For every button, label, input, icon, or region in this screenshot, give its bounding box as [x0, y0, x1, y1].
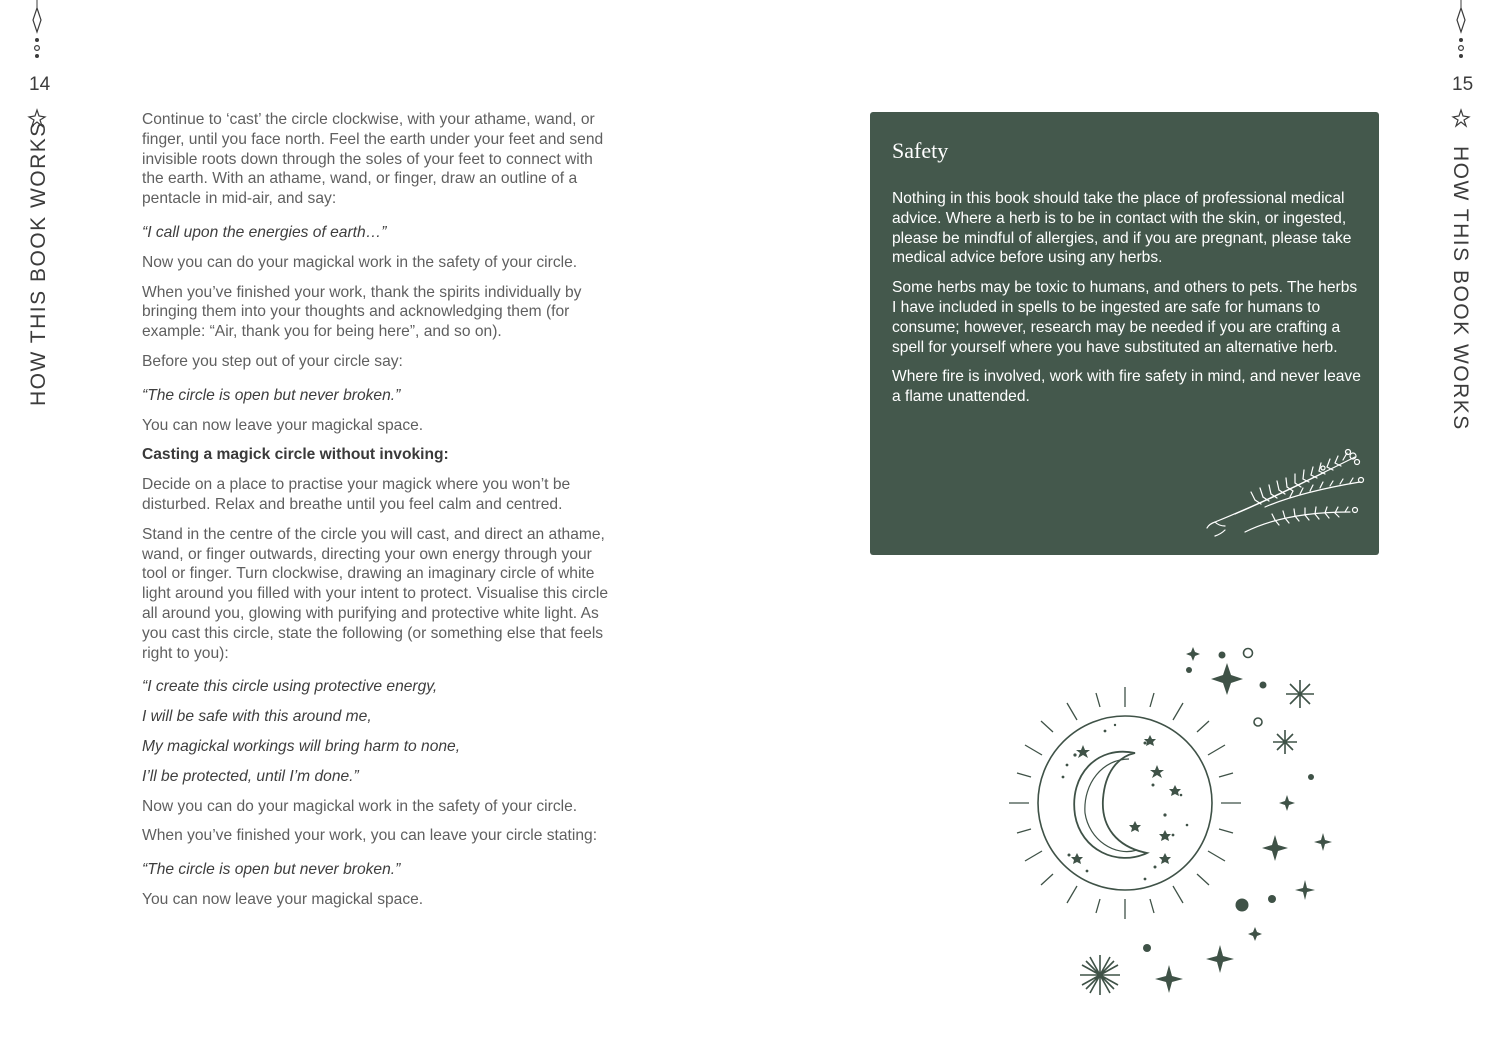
safety-paragraph: Where fire is involved, work with fire safety in mind, and never leave a flame unattended.	[892, 368, 1361, 406]
page-number-right: 15	[1452, 74, 1474, 95]
page-number-left: 14	[29, 74, 51, 95]
left-margin-ornament	[17, 0, 57, 130]
paragraph: When you’ve finished your work, you can leave your circle stating:	[142, 827, 598, 845]
paragraph: Now you can do your magickal work in the safety of your circle.	[142, 253, 578, 271]
safety-box	[870, 112, 1379, 555]
herb-sprig-icon	[1205, 442, 1365, 542]
running-head-left: HOW THIS BOOK WORKS	[27, 121, 50, 406]
quote-line: “The circle is open but never broken.”	[142, 386, 401, 404]
moon-sun-illustration	[1005, 635, 1345, 1005]
quote-line: I will be safe with this around me,	[142, 708, 372, 726]
right-margin-ornament	[1441, 0, 1481, 130]
paragraph: Decide on a place to practise your magick where you won’t be disturbed. Relax and breathe until you feel calm and centred.	[142, 476, 571, 513]
quote-line: “I call upon the energies of earth…”	[142, 223, 387, 241]
star-ornament-icon	[1453, 110, 1469, 126]
quote-line: I’ll be protected, until I’m done.”	[142, 767, 359, 785]
safety-paragraph: Nothing in this book should take the place of professional medical advice. Where a herb is to be in contact with the skin, or ingested, please be mindful of allergies, and if you are pregnant, please take medical advice before using any herbs.	[892, 190, 1352, 267]
quote-line: “I create this circle using protective energy,	[142, 678, 438, 696]
paragraph: You can now leave your magickal space.	[142, 890, 424, 908]
paragraph: You can now leave your magickal space.	[142, 416, 424, 434]
quote-line: My magickal workings will bring harm to none,	[142, 737, 461, 755]
safety-body	[892, 189, 1362, 417]
left-page-body	[142, 110, 612, 920]
quote-line: “The circle is open but never broken.”	[142, 861, 401, 879]
sparkle-stars-icon	[1080, 647, 1332, 995]
safety-title: Safety	[892, 138, 949, 163]
section-heading: Casting a magick circle without invoking:	[142, 446, 449, 464]
running-head-right: HOW THIS BOOK WORKS	[1449, 146, 1472, 431]
paragraph: Stand in the centre of the circle you will cast, and direct an athame, wand, or finger outwards, directing your own energy through your tool or finger. Turn clockwise, drawing an imaginary circle of white light around you filled with your intent to protect. Visualise this circle all around you, glowing with purifying and protective white light. As you cast this circle, state the following (or something else that feels right to you):	[142, 525, 609, 662]
diamond-ornament-icon	[17, 0, 57, 130]
paragraph: Before you step out of your circle say:	[142, 352, 403, 370]
paragraph: When you’ve finished your work, thank the spirits individually by bringing them into your thoughts and acknowledging them (for example: “Air, thank you for being here”, and so on).	[142, 283, 582, 341]
paragraph: Continue to ‘cast’ the circle clockwise, with your athame, wand, or finger, until you face north. Feel the earth under your feet and send invisible roots down through the soles of your feet to connect with the earth. With an athame, wand, or finger, draw an outline of a pentacle in mid-air, and say:	[142, 111, 604, 208]
paragraph: Now you can do your magickal work in the safety of your circle.	[142, 797, 578, 815]
safety-paragraph: Some herbs may be toxic to humans, and others to pets. The herbs I have included in spells to be ingested are safe for humans to consume; however, research may be needed if you are crafting a spell for yourself where you have substituted an alternative herb.	[892, 279, 1358, 356]
diamond-ornament-icon	[1441, 0, 1481, 130]
